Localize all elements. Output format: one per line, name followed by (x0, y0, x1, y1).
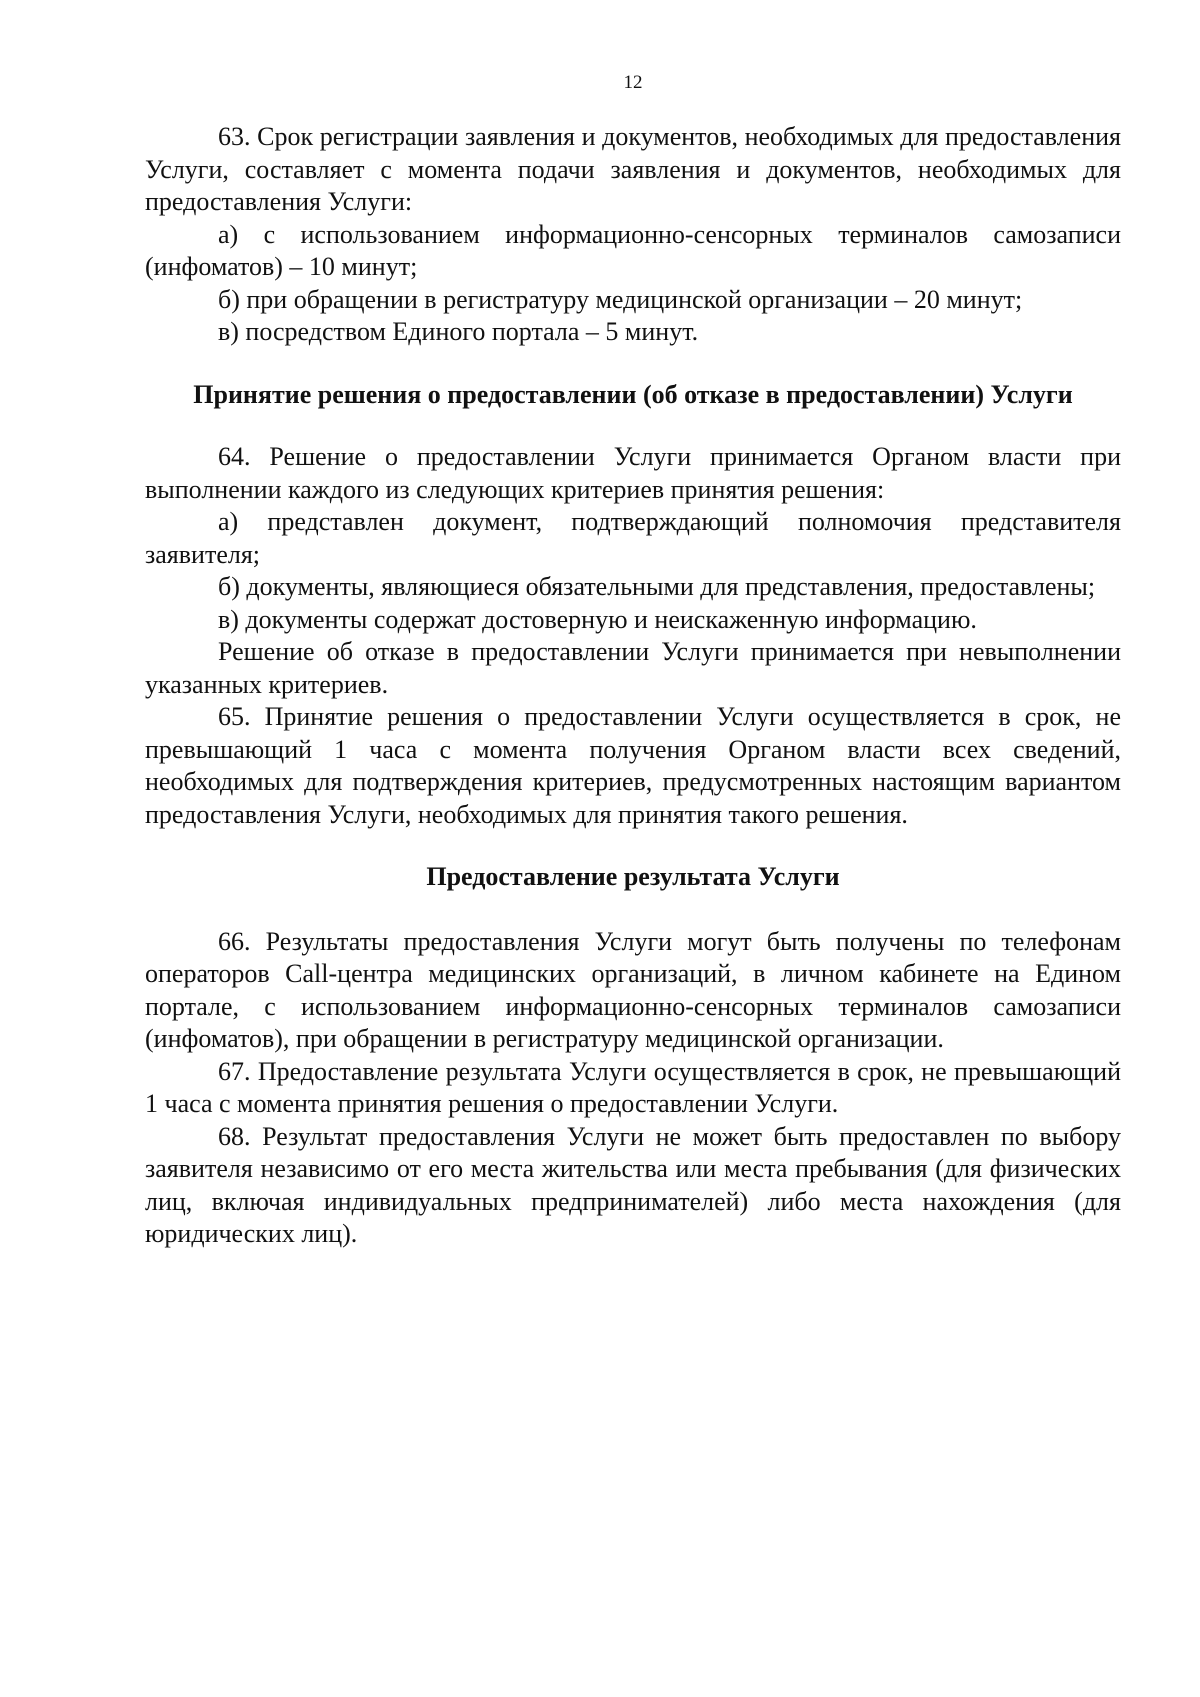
paragraph-65: 65. Принятие решения о предоставлении Услуги осуществляется в срок, не превышающий 1 часа с момента получения Органом власти всех сведений, необходимых для подтверждения критериев, предусмотренных настоящим вариантом предоставления Услуги, необходимых для принятия такого решения. (145, 702, 1121, 829)
paragraph-64: 64. Решение о предоставлении Услуги принимается Органом власти при выполнении каждого из следующих критериев принятия решения: (145, 442, 1121, 504)
paragraph-67: 67. Предоставление результата Услуги осуществляется в срок, не превышающий 1 часа с момента принятия решения о предоставлении Услуги. (145, 1056, 1121, 1118)
paragraph-64-a: а) представлен документ, подтверждающий полномочия представителя заявителя; (145, 507, 1121, 569)
section-result (145, 926, 1121, 1251)
section-heading-decision: Принятие решения о предоставлении (об отказе в предоставлении) Услуги (193, 379, 1073, 409)
paragraph-63: 63. Срок регистрации заявления и документов, необходимых для предоставления Услуги, составляет с момента подачи заявления и документов, необходимых для предоставления Услуги: (145, 122, 1121, 216)
paragraph-63-b: б) при обращении в регистратуру медицинской организации – 20 минут; (218, 284, 1023, 314)
paragraph-64-v: в) документы содержат достоверную и неискаженную информацию. (218, 604, 977, 634)
page-number: 12 (623, 72, 643, 93)
paragraph-64-b: б) документы, являющиеся обязательными для представления, предоставлены; (218, 572, 1096, 601)
section-decision (145, 441, 1121, 831)
paragraph-68: 68. Результат предоставления Услуги не может быть предоставлен по выбору заявителя независимо от его места жительства или места пребывания (для физических лиц, включая индивидуальных предпринимателей) либо места нахождения (для юридических лиц). (145, 1121, 1121, 1248)
section-registration (145, 121, 1121, 349)
section-heading-result: Предоставление результата Услуги (426, 862, 840, 891)
paragraph-refusal: Решение об отказе в предоставлении Услуги принимается при невыполнении указанных критериев. (145, 637, 1121, 699)
paragraph-63-v: в) посредством Единого портала – 5 минут. (218, 317, 699, 346)
paragraph-63-a: а) с использованием информационно-сенсорных терминалов самозаписи (инфоматов) – 10 минут; (145, 219, 1121, 281)
paragraph-66: 66. Результаты предоставления Услуги могут быть получены по телефонам операторов Call-центра медицинских организаций, в личном кабинете на Едином портале, с использованием информационно-сенсорных терминалов самозаписи (инфоматов), при обращении в регистратуру медицинской организации. (145, 926, 1121, 1053)
document-body (145, 121, 1121, 1251)
document-page (145, 0, 1121, 1697)
